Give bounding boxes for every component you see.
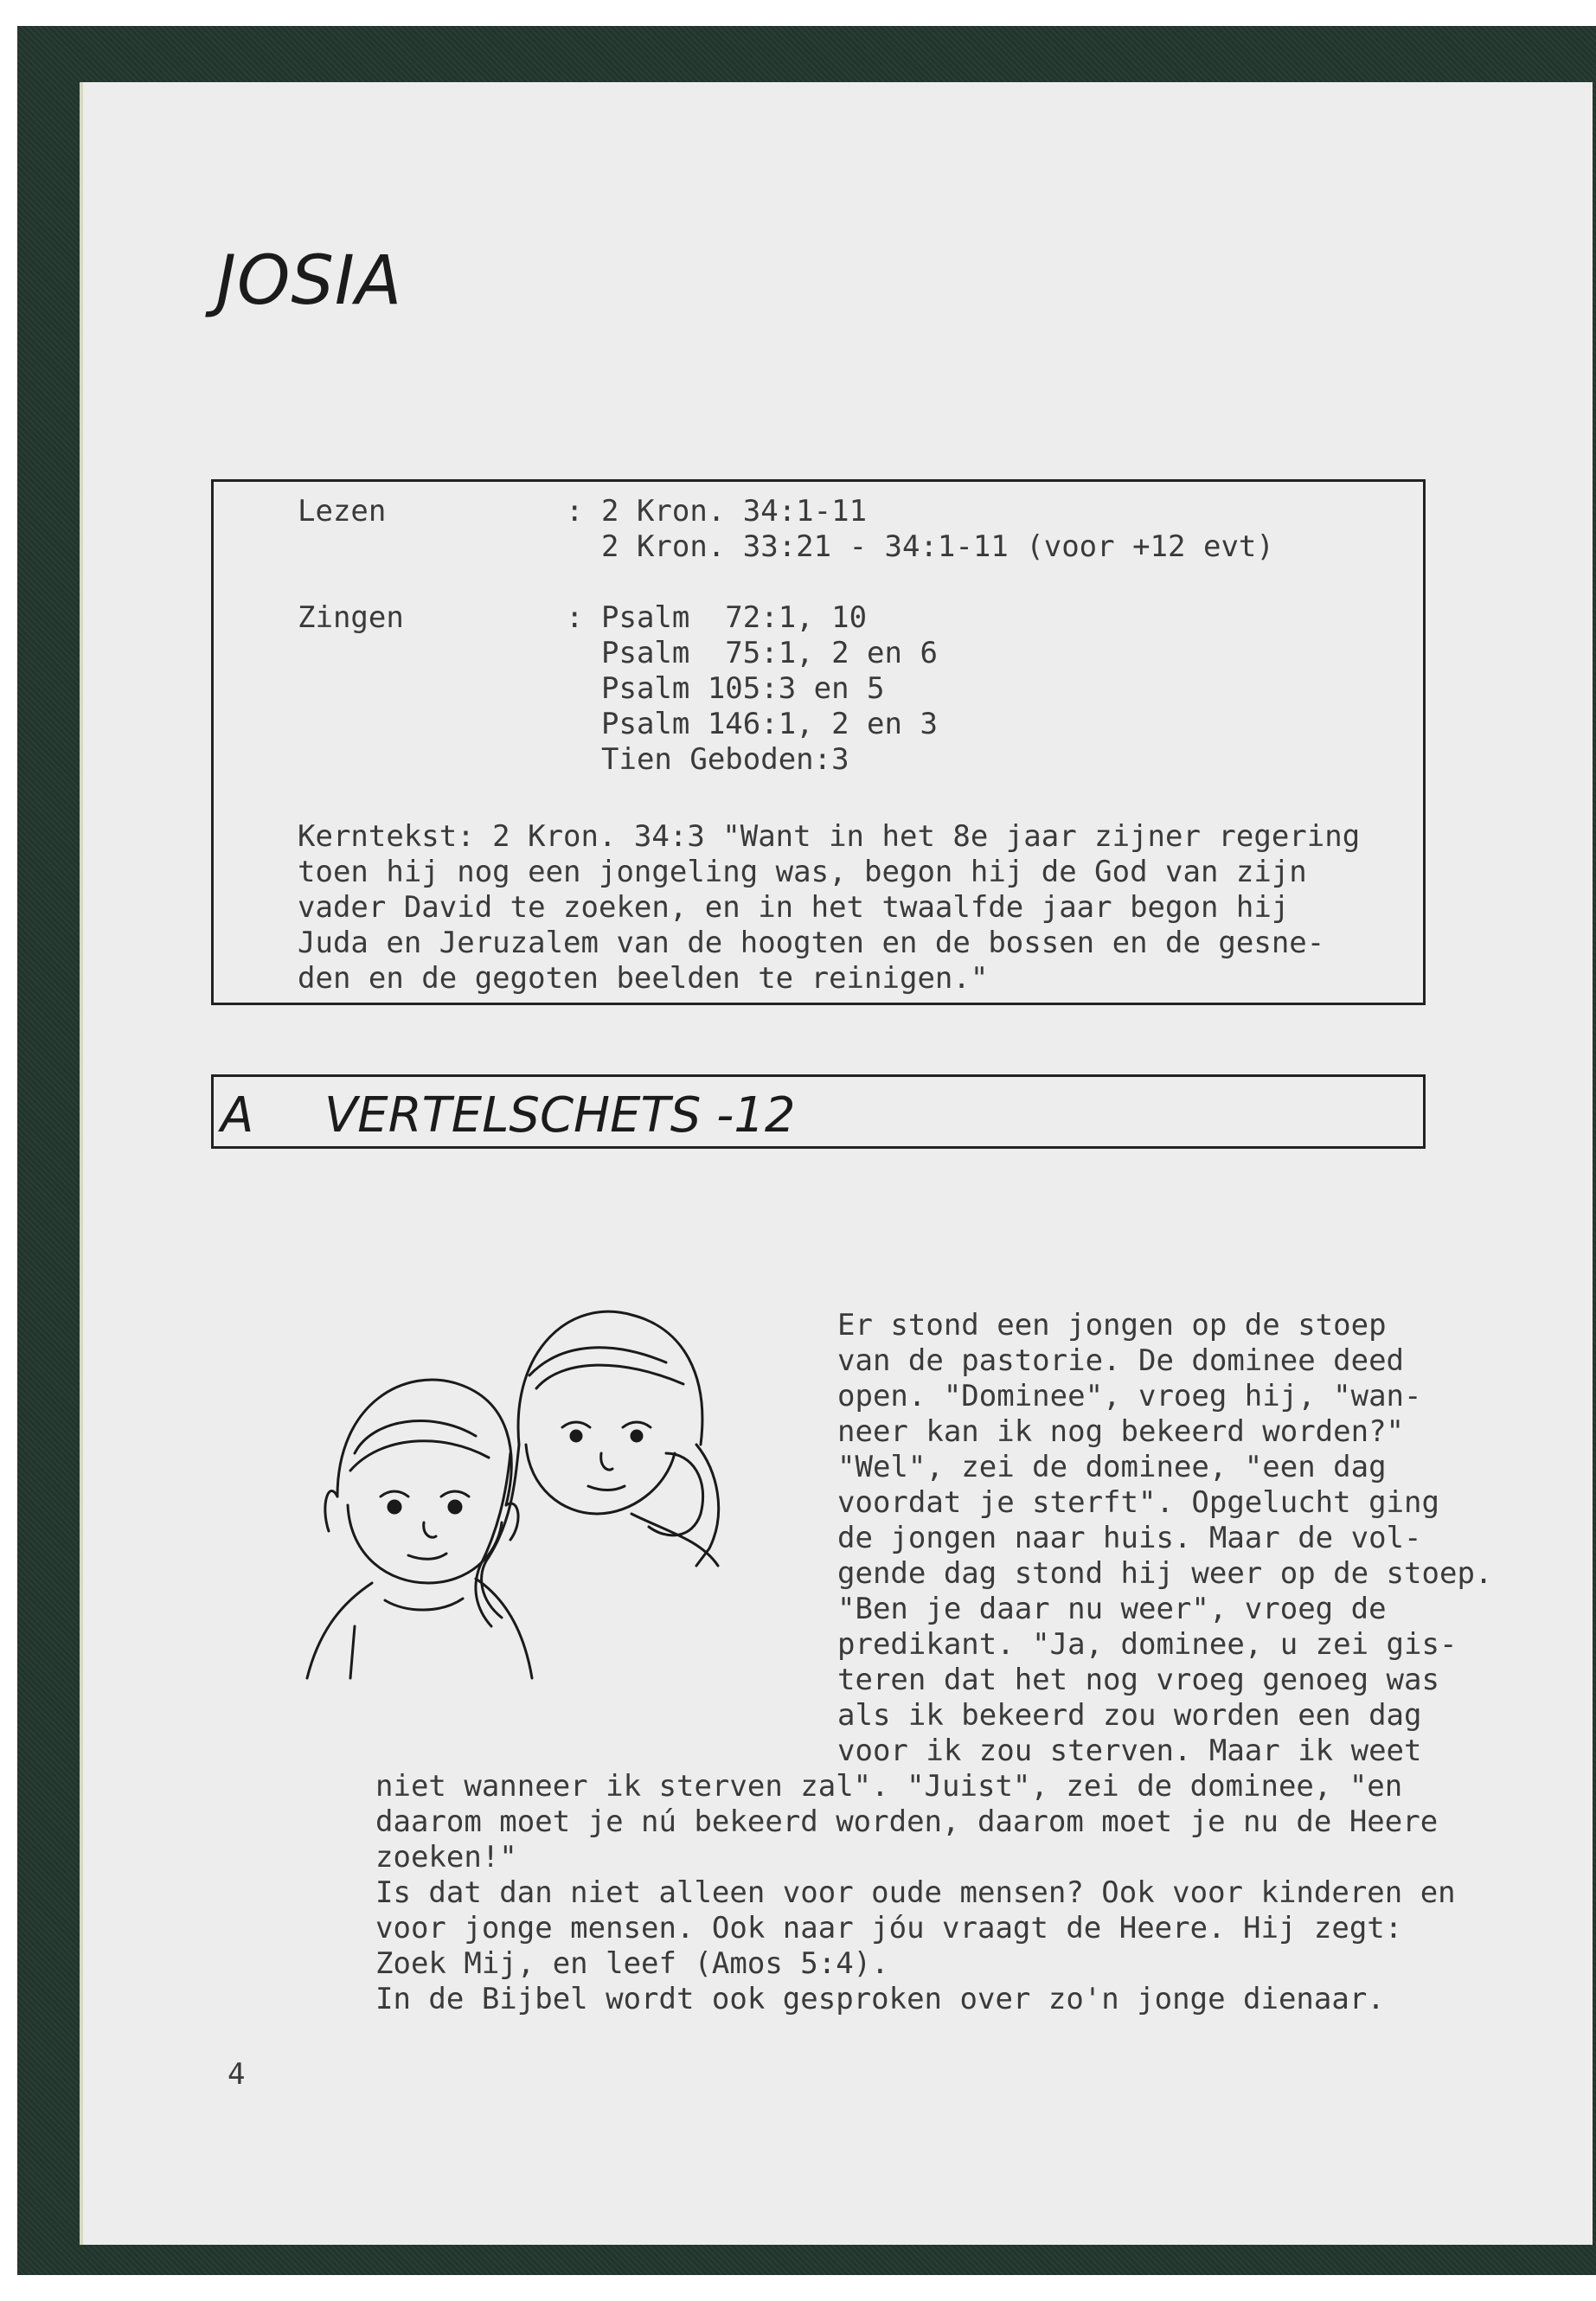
story-line: Is dat dan niet alleen voor oude mensen? Ook voor kinderen en xyxy=(375,1875,1456,1910)
story-right-column xyxy=(837,1308,1492,1769)
zingen-value: Tien Geboden:3 xyxy=(601,742,849,777)
zingen-value: Psalm 146:1, 2 en 3 xyxy=(601,707,938,741)
lezen-value: 2 Kron. 34:1-11 xyxy=(601,494,868,529)
kerntekst-line: vader David te zoeken, en in het twaalfde jaar begon hij xyxy=(298,890,1290,925)
zingen-label: Zingen xyxy=(298,600,404,635)
story-line: zoeken!" xyxy=(375,1840,517,1875)
story-line: als ik bekeerd zou worden een dag xyxy=(837,1698,1422,1733)
lezen-colon: : xyxy=(566,494,584,529)
story-line: Er stond een jongen op de stoep xyxy=(837,1308,1387,1343)
story-line: voordat je sterft". Opgelucht ging xyxy=(837,1485,1439,1520)
page-title: JOSIA xyxy=(216,242,403,320)
children-illustration xyxy=(303,1280,787,1695)
zingen-value: Psalm 72:1, 10 xyxy=(601,600,868,635)
kerntekst xyxy=(298,819,1360,997)
story-line: van de pastorie. De dominee deed xyxy=(837,1343,1405,1378)
kerntekst-line: Kerntekst: 2 Kron. 34:3 "Want in het 8e jaar zijner regering xyxy=(298,819,1361,854)
section-heading xyxy=(211,1074,1426,1149)
story-line: voor jonge mensen. Ook naar jóu vraagt de Heere. Hij zegt: xyxy=(375,1911,1403,1945)
story-line: daarom moet je nú bekeerd worden, daarom moet je nu de Heere xyxy=(375,1804,1439,1839)
reading-info-box xyxy=(211,479,1426,1005)
story-line: "Wel", zei de dominee, "een dag xyxy=(837,1450,1387,1484)
story-line: voor ik zou sterven. Maar ik weet xyxy=(837,1734,1422,1768)
story-full-width xyxy=(375,1769,1456,2017)
story-line: "Ben je daar nu weer", vroeg de xyxy=(837,1592,1387,1626)
zingen-values xyxy=(601,600,938,778)
story-line: niet wanneer ik sterven zal". "Juist", zei de dominee, "en xyxy=(375,1769,1403,1804)
zingen-value: Psalm 105:3 en 5 xyxy=(601,671,885,706)
lezen-values xyxy=(601,494,1274,565)
story-line: Zoek Mij, en leef (Amos 5:4). xyxy=(375,1946,889,1981)
section-letter: A xyxy=(221,1087,254,1144)
page-number: 4 xyxy=(228,2057,246,2092)
zingen-colon: : xyxy=(566,600,584,635)
story-line: teren dat het nog vroeg genoeg was xyxy=(837,1663,1439,1697)
kerntekst-line: den en de gegoten beelden te reinigen." xyxy=(298,961,989,996)
section-title: VERTELSCHETS -12 xyxy=(324,1087,796,1144)
kerntekst-line: toen hij nog een jongeling was, begon hij de God van zijn xyxy=(298,855,1307,889)
kerntekst-line: Juda en Jeruzalem van de hoogten en de bossen en de gesne- xyxy=(298,926,1325,960)
story-line: predikant. "Ja, dominee, u zei gis- xyxy=(837,1627,1458,1662)
lezen-value: 2 Kron. 33:21 - 34:1-11 (voor +12 evt) xyxy=(601,529,1274,564)
story-line: de jongen naar huis. Maar de vol- xyxy=(837,1521,1422,1555)
story-line: neer kan ik nog bekeerd worden?" xyxy=(837,1414,1405,1449)
story-line: gende dag stond hij weer op de stoep. xyxy=(837,1556,1493,1591)
zingen-value: Psalm 75:1, 2 en 6 xyxy=(601,636,938,670)
lezen-label: Lezen xyxy=(298,494,387,529)
story-line: In de Bijbel wordt ook gesproken over zo'n jonge dienaar. xyxy=(375,1982,1385,2016)
story-line: open. "Dominee", vroeg hij, "wan- xyxy=(837,1379,1422,1413)
